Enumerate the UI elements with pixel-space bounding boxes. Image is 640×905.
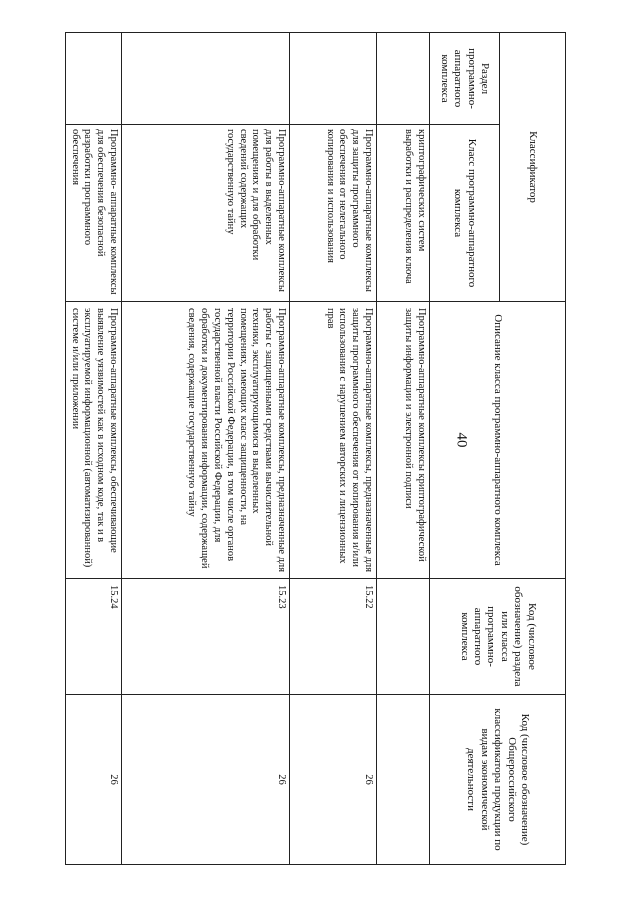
cell-class-code <box>377 579 430 695</box>
cell-description: Программно-аппаратные комплексы, предназначенные для работы с защищенными средствами вычислительной техники, эксплуатирующимися в выделенных помещениях, имеющих класс защищенности, на территории Российской Федерации, в том числе органов государственной власти Российской Федерации, для обработки и документирования информации, содержащей сведения, содержащие государственную тайну <box>122 302 290 579</box>
table-row <box>290 33 377 865</box>
cell-section <box>122 33 290 125</box>
header-okpd-code: Код (числовое обозначение) Общероссийского классификатора продукции по видам экономической деятельности <box>430 695 566 865</box>
cell-section <box>65 33 121 125</box>
table-row <box>122 33 290 865</box>
cell-class: Программно- аппаратные комплексы для обеспечения безопасной разработки программного обеспечения <box>65 125 121 302</box>
cell-class: Программно-аппаратные комплексы для работы в выделенных помещениях и для обработки сведений содержащих государственную тайну <box>122 125 290 302</box>
cell-okpd-code <box>377 695 430 865</box>
cell-okpd-code: 26 <box>65 695 121 865</box>
cell-class: Программно-аппаратные комплексы для защиты программного обеспечения от нелегального копирования и использования <box>290 125 377 302</box>
cell-description: Программно-аппаратные комплексы криптографической защиты информации и электронной подписи <box>377 302 430 579</box>
header-classifier: Классификатор <box>500 33 566 302</box>
cell-class-code: 15.23 <box>122 579 290 695</box>
table-row <box>377 33 430 865</box>
cell-section <box>377 33 430 125</box>
cell-description: Программно-аппаратные комплексы, обеспечивающие выявление уязвимостей как в исходном коде, так и в эксплуатируемой информационной (автоматизированной) системе и/или приложении <box>65 302 121 579</box>
cell-section <box>290 33 377 125</box>
cell-class-code: 15.22 <box>290 579 377 695</box>
cell-okpd-code: 26 <box>122 695 290 865</box>
cell-okpd-code: 26 <box>290 695 377 865</box>
cell-class-code: 15.24 <box>65 579 121 695</box>
header-section: Раздел программно-аппаратного комплекса <box>430 33 500 125</box>
header-description: Описание класса программно-аппаратного комплекса <box>430 302 566 579</box>
header-class: Класс программно-аппаратного комплекса <box>430 125 500 302</box>
classifier-table-container <box>66 32 566 864</box>
table-row <box>65 33 121 865</box>
header-class-code: Код (числовое обозначение) раздела или класса программно-аппаратного комплекса <box>430 579 566 695</box>
cell-description: Программно-аппаратные комплексы, предназначенные для защиты программного обеспечения от копирования и/или использования с нарушением авторских и лицензионных прав <box>290 302 377 579</box>
page-number: 40 <box>453 432 470 448</box>
classifier-table <box>65 32 566 865</box>
cell-class: криптографических систем выработки и распределения ключа <box>377 125 430 302</box>
